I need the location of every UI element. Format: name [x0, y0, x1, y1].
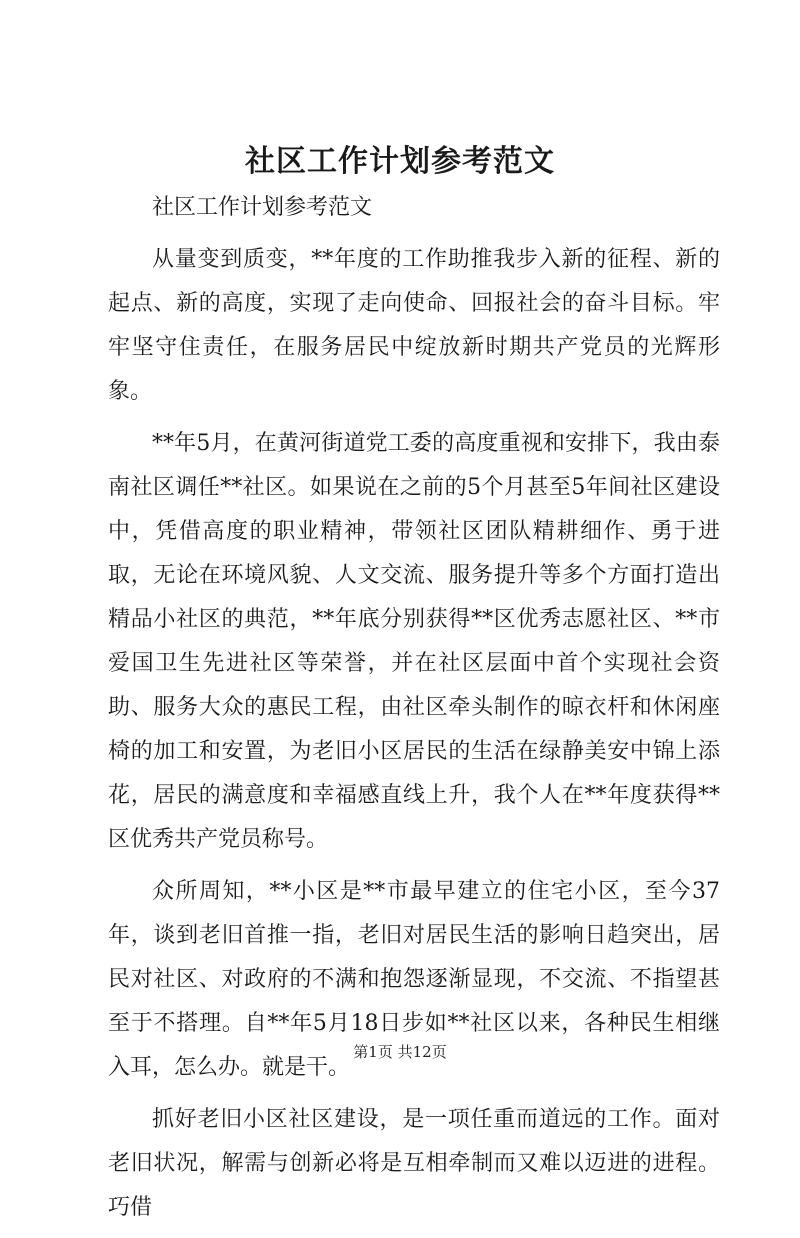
paragraph: 众所周知，**小区是**市最早建立的住宅小区，至今37年，谈到老旧首推一指，老旧对居民生活的影响日趋突出，居民对社区、对政府的不满和抱怨逐渐显现，不交流、不指望甚至于不搭理。自**年5月18日步如**社区以来，各种民生相继入耳，怎么办。就是干。 [108, 879, 720, 1080]
paragraph: 从量变到质变，**年度的工作助推我步入新的征程、新的起点、新的高度，实现了走向使命、回报社会的奋斗目标。牢牢坚守住责任，在服务居民中绽放新时期共产党员的光辉形象。 [108, 247, 720, 404]
paragraph: **年5月，在黄河街道党工委的高度重视和安排下，我由泰南社区调任**社区。如果说在之前的5个月甚至5年间社区建设中，凭借高度的职业精神，带领社区团队精耕细作、勇于进取，无论在环境风貌、人文交流、服务提升等多个方面打造出精品小社区的典范，**年底分别获得**区优秀志愿社区、**市爱国卫生先进社区等荣誉，并在社区层面中首个实现社会资助、服务大众的惠民工程，由社区牵头制作的晾衣杆和休闲座椅的加工和安置，为老旧小区居民的生活在绿静美安中锦上添花，居民的满意度和幸福感直线上升，我个人在**年度获得**区优秀共产党员称号。 [108, 431, 720, 852]
document-title: 社区工作计划参考范文 [245, 144, 555, 179]
paragraph: 抓好老旧小区社区建设，是一项任重而道远的工作。面对老旧状况，解需与创新必将是互相牵制而又难以迈进的进程。巧借 [108, 1107, 720, 1220]
paragraph-subtitle: 社区工作计划参考范文 [152, 195, 373, 220]
document-body [108, 186, 720, 1238]
page-footer: 第1页 共12页 [353, 1043, 447, 1061]
